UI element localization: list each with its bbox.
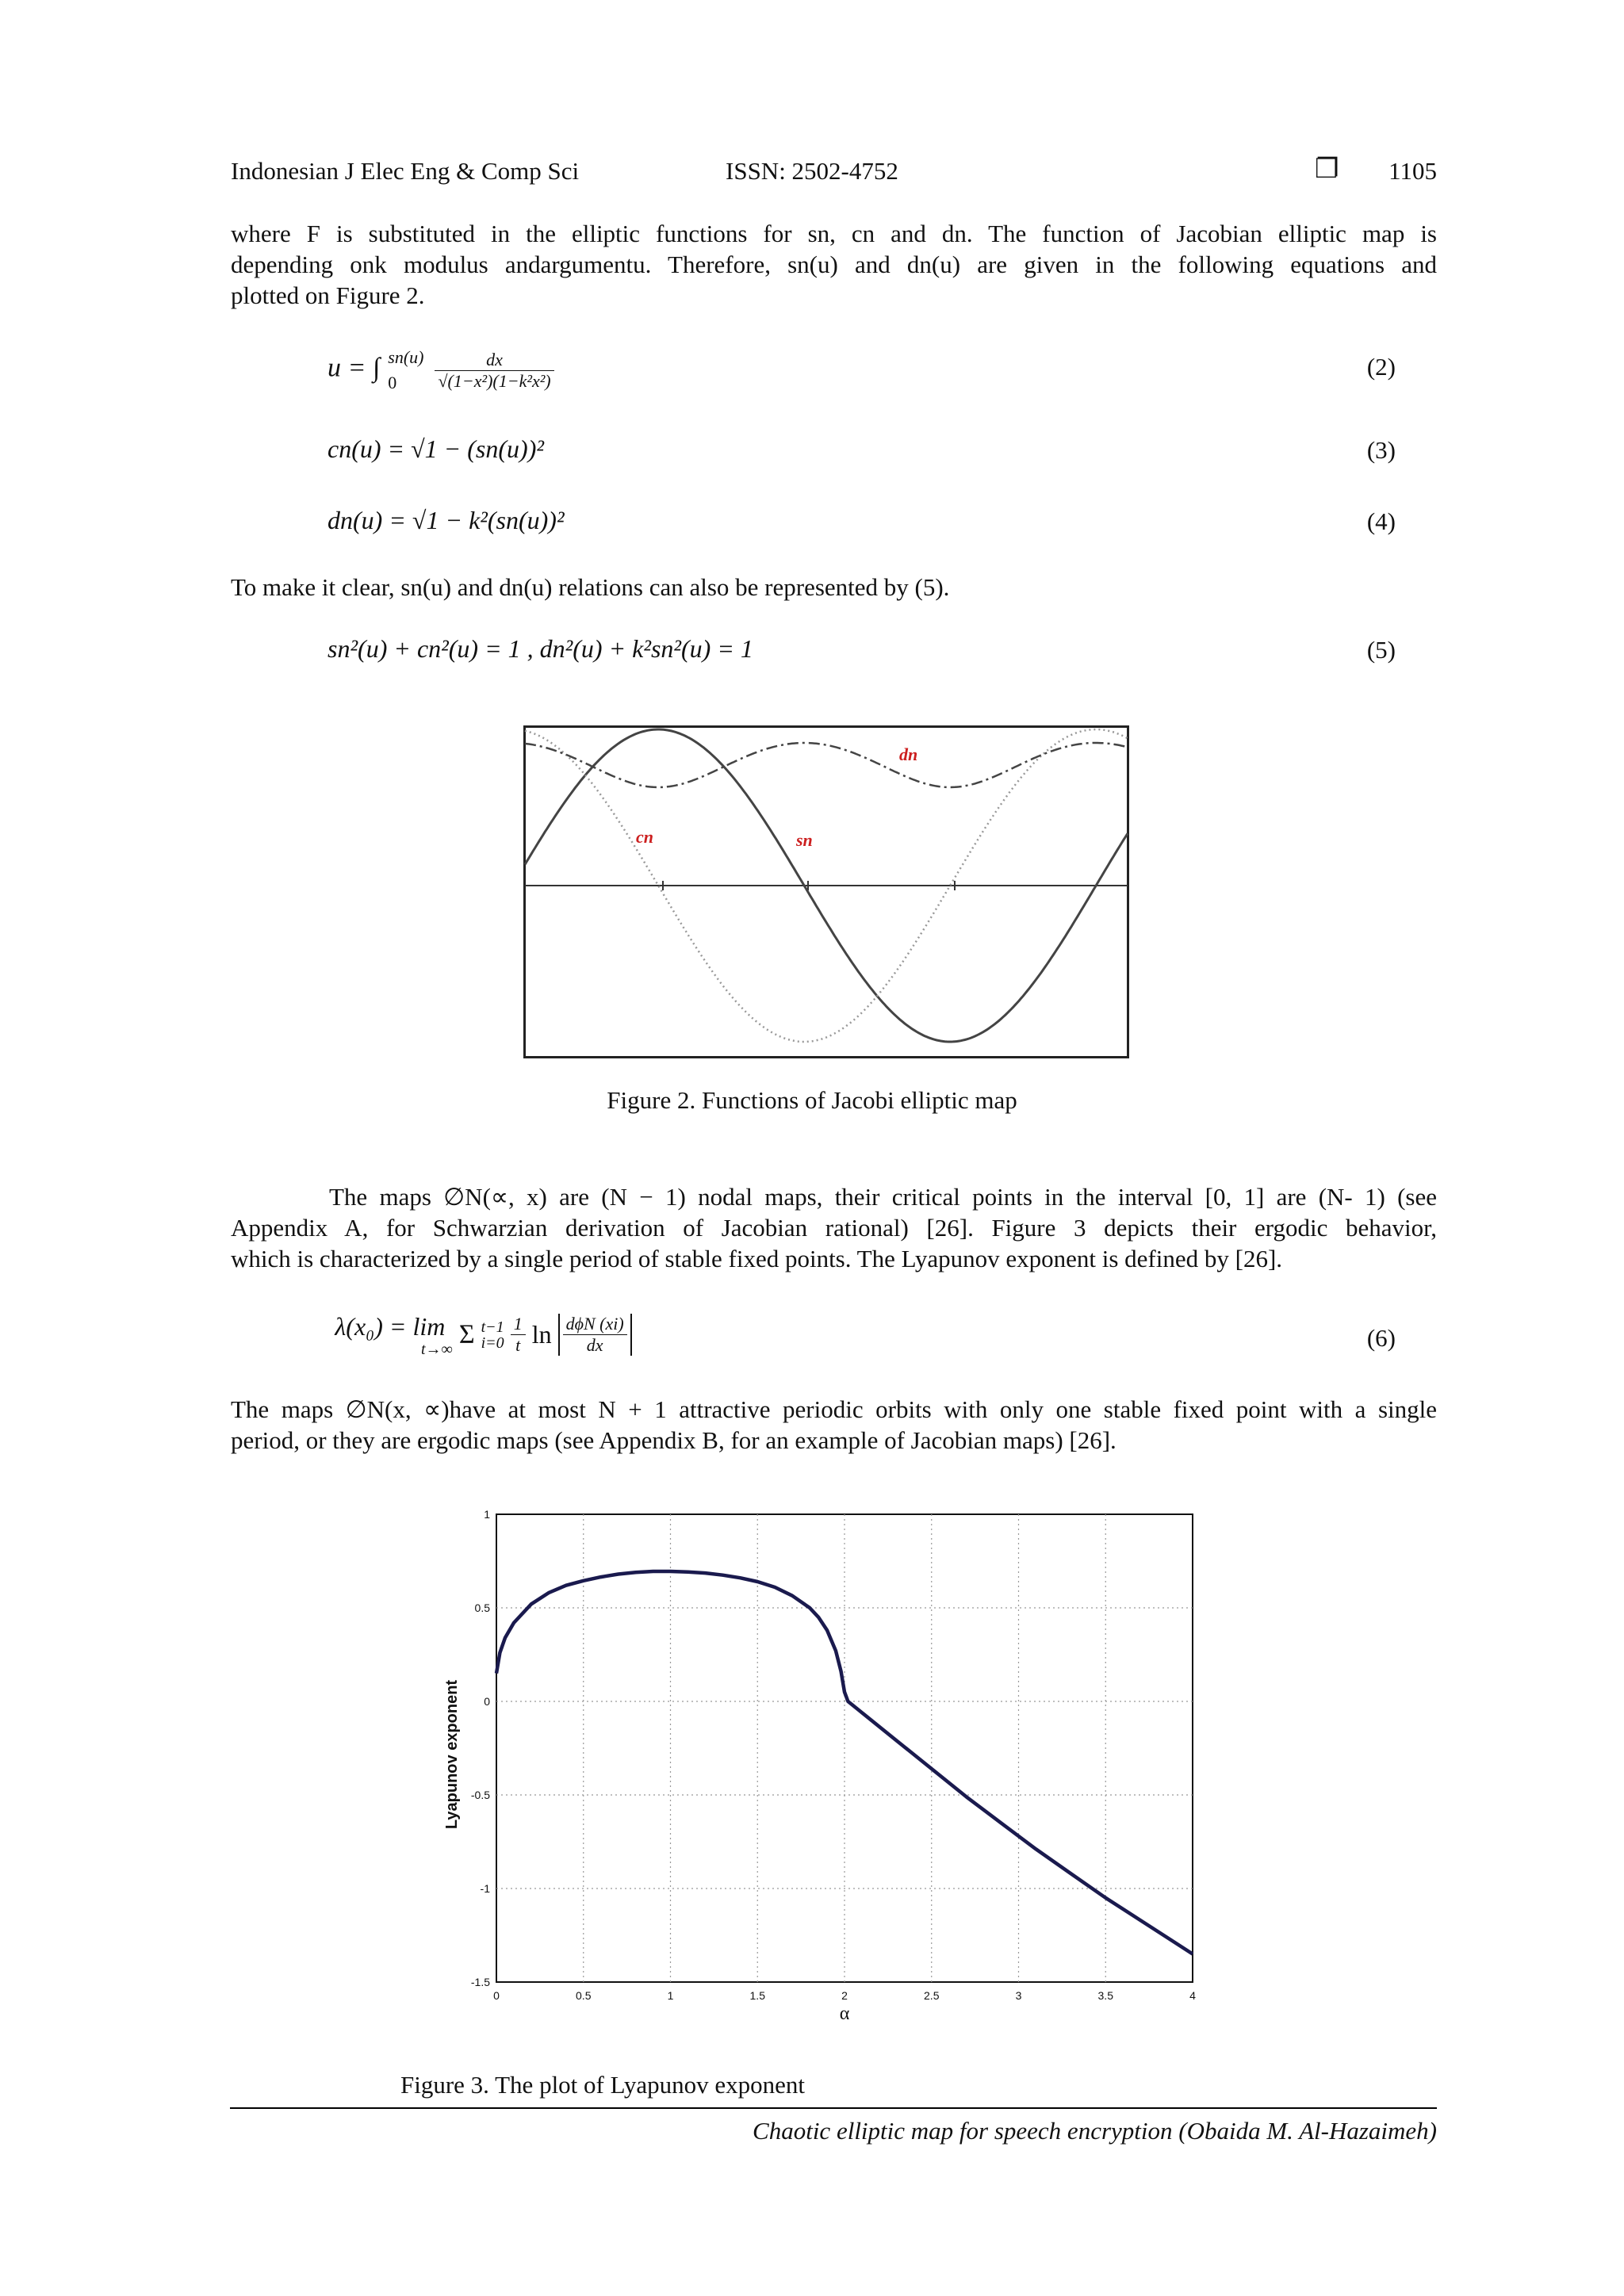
eq6-one-over-t [511, 1314, 526, 1356]
box-symbol-icon: ❐ [1315, 155, 1339, 184]
equation-6 [327, 1312, 632, 1357]
chart-xtick-label: 1 [667, 1989, 674, 2002]
eq6-limit: t→∞ [421, 1341, 453, 1358]
chart-xtick-label: 3.5 [1097, 1989, 1113, 2002]
chart-xtick-label: 2 [841, 1989, 848, 2002]
chart-xtick-label: 3 [1015, 1989, 1022, 2002]
paragraph-2: To make it clear, sn(u) and dn(u) relations can also be represented by (5). [231, 573, 950, 601]
paragraph-4-line-1: The maps ∅N(x, ∝)have at most N + 1 attractive periodic orbits with only one stable fixed point with a single [231, 1395, 1437, 1423]
eq6-sum-upper: t−1 [481, 1318, 504, 1336]
eq2-lhs: u = ∫ [327, 353, 381, 383]
paragraph-1-line-1: where F is substituted in the elliptic functions for sn, cn and dn. The function of Jacobian elliptic map is [231, 220, 1437, 247]
figure-2-caption: Figure 2. Functions of Jacobi elliptic map [607, 1086, 1017, 1114]
figure-2-jacobi-plot [523, 725, 1129, 1058]
eq2-numerator: dx [435, 350, 553, 371]
cn-label: cn [636, 827, 653, 847]
equation-5-number: (5) [1366, 636, 1396, 664]
chart-xtick-label: 4 [1189, 1989, 1196, 2002]
chart-ytick-label: 0 [484, 1695, 490, 1708]
equation-6-number: (6) [1366, 1324, 1396, 1352]
eq2-denominator: √(1−x²)(1−k²x²) [438, 370, 551, 391]
equation-5: sn²(u) + cn²(u) = 1 , dn²(u) + k²sn²(u) = 1 [327, 634, 753, 663]
running-header-issn: ISSN: 2502-4752 [726, 157, 898, 185]
figure-3-lyapunov-chart [428, 1502, 1221, 2026]
eq6-sum: Σ [458, 1319, 475, 1349]
equation-4-number: (4) [1366, 507, 1396, 535]
paragraph-4 [231, 1394, 1437, 1456]
paragraph-1-line-3: plotted on Figure 2. [231, 281, 425, 309]
equation-3: cn(u) = √1 − (sn(u))² [327, 434, 544, 463]
paragraph-3-line-1: The maps ∅N(∝, x) are (N − 1) nodal maps, their critical points in the interval [0, 1] are (N- 1) (see [329, 1183, 1437, 1211]
paragraph-3 [231, 1181, 1437, 1274]
eq2-fraction [435, 350, 553, 392]
eq6-derivative [563, 1314, 627, 1356]
chart-xtick-label: 0 [493, 1989, 500, 2002]
chart-xtick-label: 1.5 [749, 1989, 765, 2002]
paragraph-4-line-2: period, or they are ergodic maps (see Appendix B, for an example of Jacobian maps) [26]. [231, 1426, 1116, 1454]
paragraph-1-line-2: depending onk modulus andargumentu. Therefore, sn(u) and dn(u) are given in the following equations and [231, 251, 1437, 278]
eq2-upper-limit: sn(u) [388, 347, 424, 367]
footer-rule [230, 2107, 1437, 2109]
eq6-ln: ln [531, 1320, 552, 1349]
page-number: 1105 [1388, 157, 1437, 185]
chart-xtick-label: 2.5 [924, 1989, 940, 2002]
chart-xlabel: α [839, 2003, 850, 2024]
chart-ytick-label: -1.5 [470, 1976, 490, 1988]
chart-ytick-label: -0.5 [470, 1789, 490, 1801]
eq6-lhs: λ(x₀) = lim [335, 1312, 446, 1341]
chart-ylabel: Lyapunov exponent [443, 1679, 461, 1830]
equation-3-number: (3) [1366, 436, 1396, 464]
eq6-frac-den: t [515, 1335, 521, 1355]
eq6-frac-num: 1 [511, 1314, 526, 1335]
figure-3-caption: Figure 3. The plot of Lyapunov exponent [400, 2071, 805, 2099]
paragraph-3-line-3: which is characterized by a single period of stable fixed points. The Lyapunov exponent is defined by [26]. [231, 1245, 1283, 1272]
running-header-journal: Indonesian J Elec Eng & Comp Sci [231, 157, 580, 185]
dn-label: dn [899, 744, 918, 764]
paragraph-3-line-2: Appendix A, for Schwarzian derivation of Jacobian rational) [26]. Figure 3 depicts their ergodic behavior, [231, 1214, 1437, 1242]
equation-4: dn(u) = √1 − k²(sn(u))² [327, 506, 565, 534]
chart-ytick-label: 0.5 [474, 1601, 490, 1614]
chart-ytick-label: 1 [484, 1508, 490, 1521]
eq6-deriv-num: dϕN (xi) [563, 1314, 627, 1335]
equation-2 [327, 349, 554, 392]
eq6-deriv-den: dx [586, 1335, 603, 1355]
eq6-sum-lower: i=0 [481, 1334, 504, 1352]
chart-ytick-label: -1 [480, 1882, 490, 1895]
chart-xtick-label: 0.5 [576, 1989, 592, 2002]
eq2-lower-limit: 0 [388, 373, 397, 392]
paragraph-1 [231, 218, 1437, 311]
sn-label: sn [796, 830, 813, 850]
footer-text: Chaotic elliptic map for speech encryption (Obaida M. Al-Hazaimeh) [753, 2117, 1437, 2145]
equation-2-number: (2) [1366, 353, 1396, 381]
